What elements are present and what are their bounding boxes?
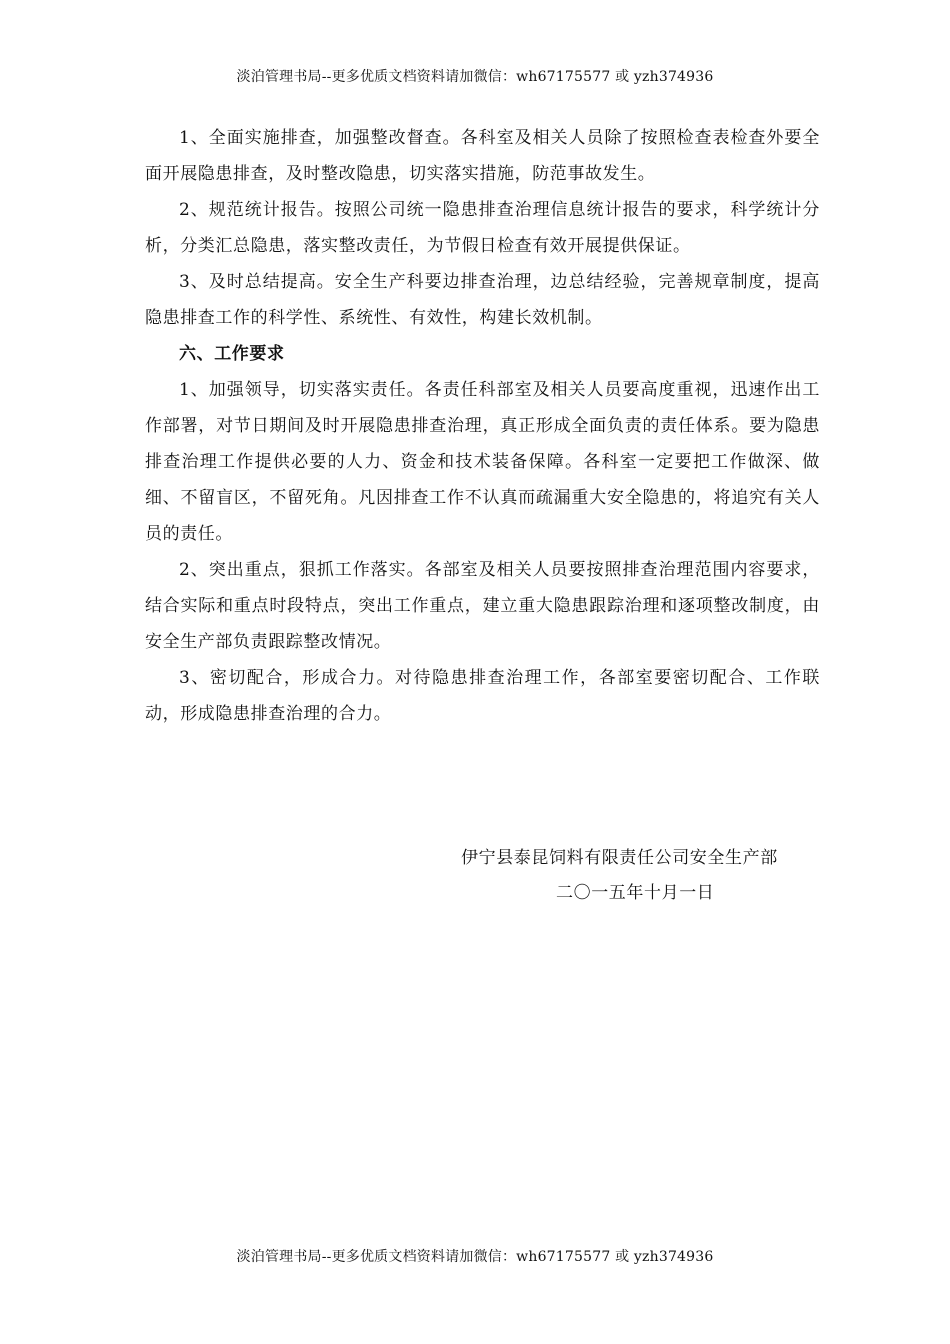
paragraph-statistics-report: 2、规范统计报告。按照公司统一隐患排查治理信息统计报告的要求，科学统计分析，分类汇总隐患，落实整改责任，为节假日检查有效开展提供保证。 — [145, 200, 820, 256]
paragraph-check-implementation: 1、全面实施排查，加强整改督查。各科室及相关人员除了按照检查表检查外要全面开展隐患排查，及时整改隐患，切实落实措施，防范事故发生。 — [145, 128, 820, 184]
paragraph-summary-improve: 3、及时总结提高。安全生产科要边排查治理，边总结经验，完善规章制度，提高隐患排查工作的科学性、系统性、有效性，构建长效机制。 — [145, 272, 820, 328]
paragraph-cooperation: 3、密切配合，形成合力。对待隐患排查治理工作，各部室要密切配合、工作联动，形成隐患排查治理的合力。 — [145, 668, 820, 724]
paragraph-leadership: 1、加强领导，切实落实责任。各责任科部室及相关人员要高度重视，迅速作出工作部署，对节日期间及时开展隐患排查治理，真正形成全面负责的责任体系。要为隐患排查治理工作提供必要的人力、资金和技术装备保障。各科室一定要把工作做深、做细、不留盲区，不留死角。凡因排查工作不认真而疏漏重大安全隐患的，将追究有关人员的责任。 — [145, 380, 820, 544]
section-heading-work-requirements: 六、工作要求 — [179, 344, 285, 364]
signature-organization: 伊宁县泰昆饲料有限责任公司安全生产部 — [461, 848, 778, 868]
paragraph-key-points: 2、突出重点，狠抓工作落实。各部室及相关人员要按照排查治理范围内容要求，结合实际和重点时段特点，突出工作重点，建立重大隐患跟踪治理和逐项整改制度，由安全生产部负责跟踪整改情况。 — [145, 560, 820, 652]
page-header: 淡泊管理书局--更多优质文档资料请加微信：wh67175577 或 yzh374936 — [236, 69, 714, 85]
signature-date: 二〇一五年十月一日 — [556, 883, 715, 903]
document-body — [145, 120, 820, 732]
page-footer: 淡泊管理书局--更多优质文档资料请加微信：wh67175577 或 yzh374936 — [236, 1249, 714, 1265]
